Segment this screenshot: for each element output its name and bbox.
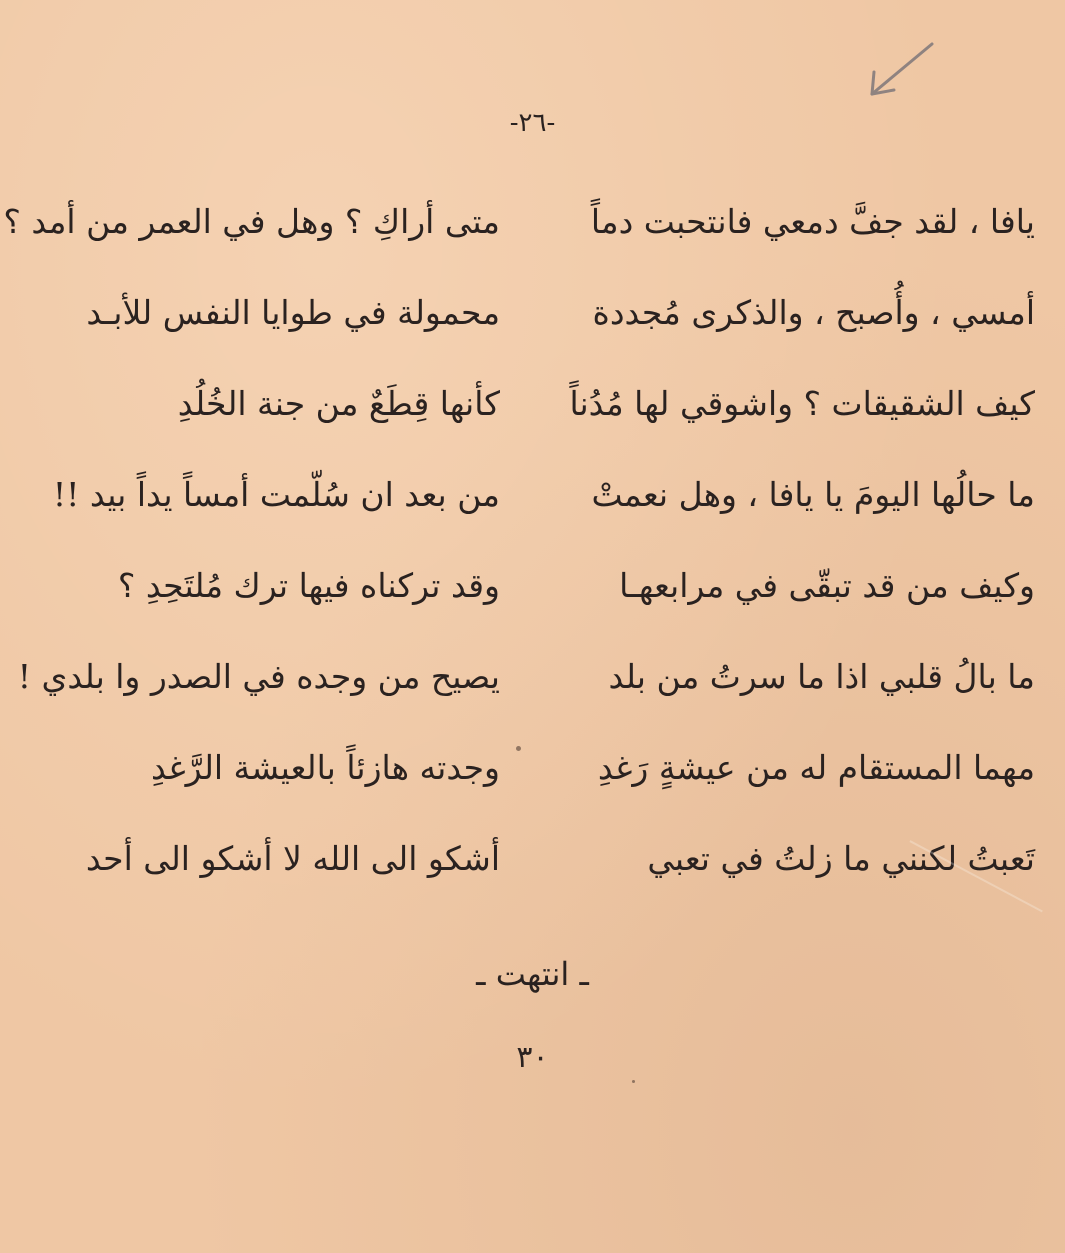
verse [30, 556, 1035, 647]
verse-8-first-hemistich: تَعبتُ لكنني ما زلتُ في تعبي [647, 839, 1035, 878]
pencil-arrow-mark [860, 38, 940, 104]
verse-7-second-hemistich: وجدته هازئاً بالعيشة الرَّغدِ [151, 748, 500, 787]
verse-5-second-hemistich: وقد تركناه فيها ترك مُلتَحِدِ ؟ [117, 566, 500, 605]
verse-5-first-hemistich: وكيف من قد تبقّى في مرابعهـا [619, 566, 1035, 605]
verse-6-first-hemistich: ما بالُ قلبي اذا ما سرتُ من بلد [608, 657, 1035, 696]
poem [3, 192, 1035, 920]
verse-1-first-hemistich: يافا ، لقد جفَّ دمعي فانتحبت دماً [590, 202, 1035, 241]
verse-7-first-hemistich: مهما المستقام له من عيشةٍ رَغدِ [597, 748, 1035, 787]
verse-1-second-hemistich: متى أراكِ ؟ وهل في العمر من أمد ؟ [3, 202, 500, 241]
verse-2-first-hemistich: أمسي ، وأُصبح ، والذكرى مُجددة [592, 293, 1035, 332]
verse [30, 465, 1035, 556]
ink-speck [516, 746, 521, 751]
ink-speck [632, 1080, 635, 1083]
verse-2-second-hemistich: محمولة في طوايا النفس للأبـد [86, 293, 500, 332]
verse [17, 647, 1035, 738]
top-page-number: -٢٦- [509, 108, 556, 138]
verse-3-first-hemistich: كيف الشقيقات ؟ واشوقي لها مُدُناً [569, 384, 1035, 423]
verse-8-second-hemistich: أشكو الى الله لا أشكو الى أحد [85, 839, 500, 878]
end-marker: ـ انتهت ـ [476, 955, 589, 993]
bottom-page-number: ٣٠ [516, 1040, 549, 1075]
verse-6-second-hemistich: يصيح من وجده في الصدر وا بلدي ! [17, 657, 500, 696]
verse-3-second-hemistich: كأنها قِطَعٌ من جنة الخُلُدِ [177, 384, 500, 423]
verse-4-first-hemistich: ما حالُها اليومَ يا يافا ، وهل نعمتْ [591, 475, 1035, 514]
verse [30, 374, 1035, 465]
verse [30, 738, 1035, 829]
verse-4-second-hemistich: من بعد ان سُلّمت أمساً يداً بيد !! [52, 475, 500, 514]
verse [30, 283, 1035, 374]
verse [3, 192, 1035, 283]
